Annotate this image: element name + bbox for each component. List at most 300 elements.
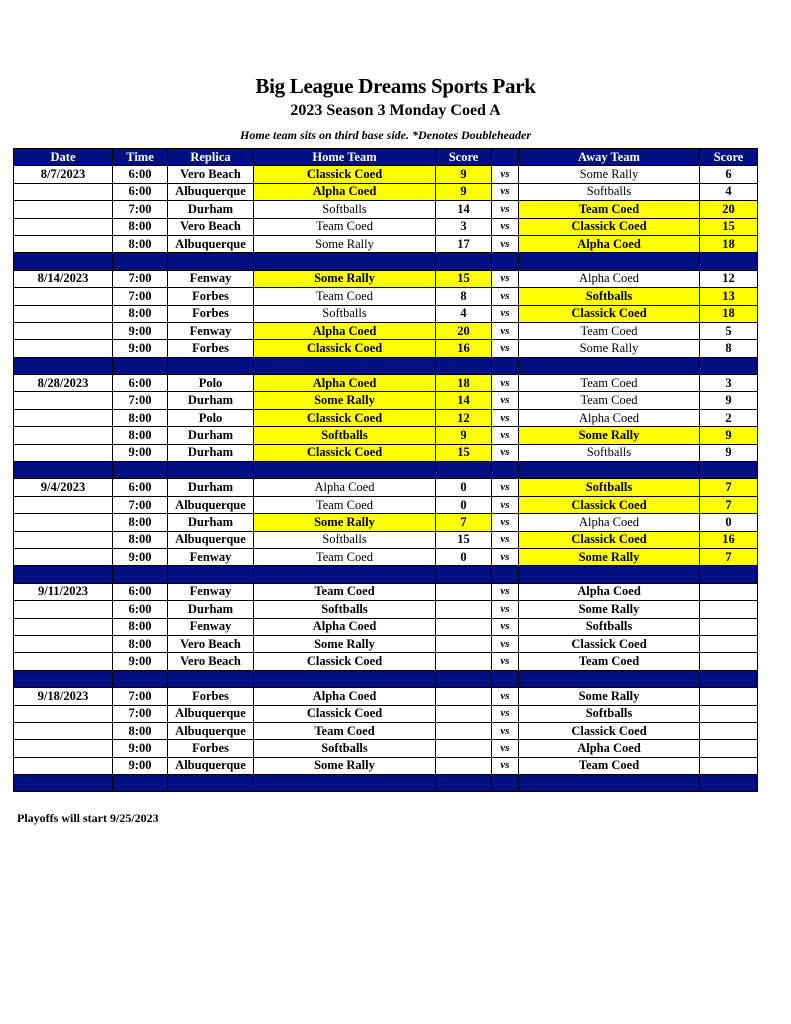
- home-score: 12: [436, 409, 492, 426]
- home-score: 17: [436, 235, 492, 252]
- away-team: Softballs: [519, 444, 700, 461]
- game-replica-field: Fenway: [168, 270, 254, 287]
- game-replica-field: Durham: [168, 444, 254, 461]
- away-team: Some Rally: [519, 340, 700, 357]
- away-team: Softballs: [519, 705, 700, 722]
- game-date: [14, 514, 113, 531]
- separator-cell: [700, 670, 758, 687]
- away-score: 0: [700, 514, 758, 531]
- game-date: [14, 322, 113, 339]
- separator-cell: [113, 357, 168, 374]
- vs-label: vs: [492, 635, 519, 652]
- home-team: Alpha Coed: [254, 618, 436, 635]
- away-team: Team Coed: [519, 322, 700, 339]
- game-time: 8:00: [113, 409, 168, 426]
- away-score: 15: [700, 218, 758, 235]
- game-date: [14, 635, 113, 652]
- game-replica-field: Forbes: [168, 688, 254, 705]
- away-score: [700, 740, 758, 757]
- week-separator-row: [14, 670, 758, 687]
- home-score: 16: [436, 340, 492, 357]
- game-date: [14, 305, 113, 322]
- game-replica-field: Albuquerque: [168, 235, 254, 252]
- away-team: Some Rally: [519, 166, 700, 183]
- vs-label: vs: [492, 166, 519, 183]
- separator-cell: [492, 670, 519, 687]
- away-score: 12: [700, 270, 758, 287]
- game-time: 9:00: [113, 757, 168, 774]
- separator-cell: [168, 462, 254, 479]
- separator-cell: [254, 670, 436, 687]
- home-score: 15: [436, 531, 492, 548]
- separator-cell: [254, 775, 436, 792]
- game-date: 8/28/2023: [14, 375, 113, 392]
- game-row: [14, 531, 758, 548]
- away-score: 7: [700, 548, 758, 565]
- away-team: Alpha Coed: [519, 409, 700, 426]
- game-date: 9/18/2023: [14, 688, 113, 705]
- game-date: [14, 618, 113, 635]
- home-score: 20: [436, 322, 492, 339]
- home-team: Some Rally: [254, 635, 436, 652]
- header-vs: [492, 149, 519, 166]
- game-time: 9:00: [113, 322, 168, 339]
- game-date: [14, 444, 113, 461]
- separator-cell: [519, 775, 700, 792]
- away-team: Alpha Coed: [519, 583, 700, 600]
- separator-cell: [14, 670, 113, 687]
- game-row: [14, 427, 758, 444]
- game-replica-field: Albuquerque: [168, 705, 254, 722]
- home-score: 4: [436, 305, 492, 322]
- game-time: 8:00: [113, 235, 168, 252]
- away-team: Softballs: [519, 618, 700, 635]
- game-date: 9/11/2023: [14, 583, 113, 600]
- game-row: [14, 288, 758, 305]
- game-row: [14, 601, 758, 618]
- away-team: Some Rally: [519, 427, 700, 444]
- away-score: [700, 653, 758, 670]
- game-replica-field: Fenway: [168, 548, 254, 565]
- game-row: [14, 688, 758, 705]
- game-time: 7:00: [113, 496, 168, 513]
- separator-cell: [113, 775, 168, 792]
- home-score: 7: [436, 514, 492, 531]
- game-row: [14, 705, 758, 722]
- away-team: Team Coed: [519, 375, 700, 392]
- game-date: [14, 218, 113, 235]
- vs-label: vs: [492, 548, 519, 565]
- game-time: 7:00: [113, 288, 168, 305]
- vs-label: vs: [492, 496, 519, 513]
- game-row: [14, 183, 758, 200]
- game-replica-field: Durham: [168, 427, 254, 444]
- game-row: [14, 740, 758, 757]
- separator-cell: [436, 670, 492, 687]
- game-time: 7:00: [113, 705, 168, 722]
- away-score: [700, 705, 758, 722]
- away-score: 8: [700, 340, 758, 357]
- home-team: Classick Coed: [254, 166, 436, 183]
- game-date: [14, 340, 113, 357]
- game-replica-field: Vero Beach: [168, 635, 254, 652]
- game-time: 6:00: [113, 479, 168, 496]
- game-time: 9:00: [113, 740, 168, 757]
- away-score: 13: [700, 288, 758, 305]
- vs-label: vs: [492, 757, 519, 774]
- separator-cell: [519, 357, 700, 374]
- separator-cell: [14, 462, 113, 479]
- game-date: [14, 757, 113, 774]
- schedule-table: [13, 148, 758, 792]
- home-score: 18: [436, 375, 492, 392]
- game-replica-field: Polo: [168, 409, 254, 426]
- separator-cell: [436, 357, 492, 374]
- game-date: [14, 705, 113, 722]
- game-date: [14, 427, 113, 444]
- game-date: [14, 235, 113, 252]
- home-team: Softballs: [254, 427, 436, 444]
- game-time: 7:00: [113, 201, 168, 218]
- game-replica-field: Fenway: [168, 583, 254, 600]
- separator-cell: [254, 566, 436, 583]
- away-score: 6: [700, 166, 758, 183]
- separator-cell: [113, 253, 168, 270]
- separator-cell: [700, 462, 758, 479]
- away-score: 9: [700, 392, 758, 409]
- home-team: Team Coed: [254, 722, 436, 739]
- away-score: 18: [700, 235, 758, 252]
- home-team: Some Rally: [254, 514, 436, 531]
- away-team: Team Coed: [519, 653, 700, 670]
- vs-label: vs: [492, 514, 519, 531]
- vs-label: vs: [492, 653, 519, 670]
- home-score: 15: [436, 270, 492, 287]
- vs-label: vs: [492, 427, 519, 444]
- away-team: Alpha Coed: [519, 270, 700, 287]
- playoffs-note: Playoffs will start 9/25/2023: [17, 811, 159, 825]
- away-score: 5: [700, 322, 758, 339]
- vs-label: vs: [492, 375, 519, 392]
- vs-label: vs: [492, 740, 519, 757]
- away-team: Softballs: [519, 183, 700, 200]
- game-replica-field: Vero Beach: [168, 166, 254, 183]
- home-score: 9: [436, 427, 492, 444]
- game-replica-field: Durham: [168, 514, 254, 531]
- header-home-score: Score: [436, 149, 492, 166]
- game-date: [14, 409, 113, 426]
- vs-label: vs: [492, 688, 519, 705]
- game-time: 6:00: [113, 166, 168, 183]
- away-team: Team Coed: [519, 757, 700, 774]
- game-time: 8:00: [113, 531, 168, 548]
- home-team: Team Coed: [254, 548, 436, 565]
- separator-cell: [492, 253, 519, 270]
- separator-cell: [519, 566, 700, 583]
- home-score: 8: [436, 288, 492, 305]
- game-row: [14, 340, 758, 357]
- home-team: Softballs: [254, 601, 436, 618]
- game-row: [14, 583, 758, 600]
- separator-cell: [113, 566, 168, 583]
- game-row: [14, 514, 758, 531]
- away-score: 16: [700, 531, 758, 548]
- game-row: [14, 305, 758, 322]
- home-team: Team Coed: [254, 583, 436, 600]
- vs-label: vs: [492, 479, 519, 496]
- game-time: 8:00: [113, 514, 168, 531]
- week-separator-row: [14, 357, 758, 374]
- separator-cell: [436, 775, 492, 792]
- away-team: Classick Coed: [519, 218, 700, 235]
- header-away-score: Score: [700, 149, 758, 166]
- home-team: Alpha Coed: [254, 183, 436, 200]
- separator-cell: [436, 462, 492, 479]
- home-score: [436, 757, 492, 774]
- game-replica-field: Forbes: [168, 305, 254, 322]
- game-replica-field: Albuquerque: [168, 531, 254, 548]
- vs-label: vs: [492, 270, 519, 287]
- header-date: Date: [14, 149, 113, 166]
- game-replica-field: Fenway: [168, 322, 254, 339]
- week-separator-row: [14, 775, 758, 792]
- game-replica-field: Durham: [168, 601, 254, 618]
- game-row: [14, 618, 758, 635]
- week-separator-row: [14, 253, 758, 270]
- home-score: [436, 705, 492, 722]
- away-team: Classick Coed: [519, 722, 700, 739]
- separator-cell: [700, 775, 758, 792]
- home-team: Some Rally: [254, 235, 436, 252]
- away-score: [700, 757, 758, 774]
- away-score: 4: [700, 183, 758, 200]
- game-date: [14, 740, 113, 757]
- separator-cell: [700, 566, 758, 583]
- game-row: [14, 375, 758, 392]
- separator-cell: [14, 566, 113, 583]
- separator-cell: [254, 462, 436, 479]
- game-replica-field: Forbes: [168, 340, 254, 357]
- game-row: [14, 444, 758, 461]
- separator-cell: [113, 670, 168, 687]
- home-score: 9: [436, 166, 492, 183]
- away-score: 20: [700, 201, 758, 218]
- home-score: 14: [436, 201, 492, 218]
- separator-cell: [492, 462, 519, 479]
- vs-label: vs: [492, 722, 519, 739]
- home-team: Classick Coed: [254, 705, 436, 722]
- game-time: 7:00: [113, 270, 168, 287]
- away-team: Alpha Coed: [519, 740, 700, 757]
- header-home-team: Home Team: [254, 149, 436, 166]
- game-replica-field: Fenway: [168, 618, 254, 635]
- game-time: 6:00: [113, 601, 168, 618]
- away-team: Some Rally: [519, 601, 700, 618]
- separator-cell: [168, 775, 254, 792]
- game-row: [14, 496, 758, 513]
- away-score: [700, 635, 758, 652]
- separator-cell: [700, 253, 758, 270]
- game-time: 8:00: [113, 618, 168, 635]
- separator-cell: [254, 253, 436, 270]
- home-score: [436, 740, 492, 757]
- away-score: 3: [700, 375, 758, 392]
- home-team: Classick Coed: [254, 409, 436, 426]
- vs-label: vs: [492, 392, 519, 409]
- home-team: Alpha Coed: [254, 322, 436, 339]
- game-date: 8/7/2023: [14, 166, 113, 183]
- home-score: 0: [436, 548, 492, 565]
- away-team: Softballs: [519, 288, 700, 305]
- game-date: [14, 601, 113, 618]
- home-score: [436, 635, 492, 652]
- away-team: Classick Coed: [519, 305, 700, 322]
- away-score: 7: [700, 479, 758, 496]
- home-team: Softballs: [254, 740, 436, 757]
- away-team: Team Coed: [519, 392, 700, 409]
- separator-cell: [113, 462, 168, 479]
- game-time: 8:00: [113, 722, 168, 739]
- game-row: [14, 166, 758, 183]
- separator-cell: [492, 775, 519, 792]
- home-team: Softballs: [254, 305, 436, 322]
- game-date: [14, 531, 113, 548]
- home-team: Classick Coed: [254, 653, 436, 670]
- away-score: 9: [700, 427, 758, 444]
- vs-label: vs: [492, 601, 519, 618]
- separator-cell: [14, 253, 113, 270]
- away-team: Some Rally: [519, 548, 700, 565]
- home-score: [436, 583, 492, 600]
- away-team: Alpha Coed: [519, 514, 700, 531]
- home-score: [436, 688, 492, 705]
- page-subtitle: 2023 Season 3 Monday Coed A: [290, 102, 501, 119]
- game-time: 9:00: [113, 340, 168, 357]
- away-team: Classick Coed: [519, 496, 700, 513]
- game-date: [14, 653, 113, 670]
- header-time: Time: [113, 149, 168, 166]
- home-team: Softballs: [254, 201, 436, 218]
- separator-cell: [168, 253, 254, 270]
- game-date: [14, 392, 113, 409]
- separator-cell: [168, 357, 254, 374]
- home-team: Team Coed: [254, 288, 436, 305]
- vs-label: vs: [492, 531, 519, 548]
- away-score: 7: [700, 496, 758, 513]
- home-team: Alpha Coed: [254, 375, 436, 392]
- week-separator-row: [14, 566, 758, 583]
- game-replica-field: Albuquerque: [168, 757, 254, 774]
- separator-cell: [519, 670, 700, 687]
- game-time: 8:00: [113, 218, 168, 235]
- separator-cell: [519, 253, 700, 270]
- vs-label: vs: [492, 288, 519, 305]
- game-row: [14, 322, 758, 339]
- home-team: Some Rally: [254, 392, 436, 409]
- separator-cell: [492, 566, 519, 583]
- home-team: Classick Coed: [254, 444, 436, 461]
- vs-label: vs: [492, 583, 519, 600]
- home-score: 15: [436, 444, 492, 461]
- game-replica-field: Forbes: [168, 740, 254, 757]
- header-away-team: Away Team: [519, 149, 700, 166]
- separator-cell: [14, 775, 113, 792]
- game-date: 8/14/2023: [14, 270, 113, 287]
- separator-cell: [700, 357, 758, 374]
- separator-cell: [519, 462, 700, 479]
- vs-label: vs: [492, 305, 519, 322]
- vs-label: vs: [492, 322, 519, 339]
- home-team: Classick Coed: [254, 340, 436, 357]
- vs-label: vs: [492, 409, 519, 426]
- vs-label: vs: [492, 618, 519, 635]
- game-replica-field: Durham: [168, 201, 254, 218]
- game-replica-field: Polo: [168, 375, 254, 392]
- schedule-note: Home team sits on third base side. *Denotes Doubleheader: [240, 128, 531, 142]
- home-score: [436, 601, 492, 618]
- vs-label: vs: [492, 705, 519, 722]
- game-replica-field: Albuquerque: [168, 722, 254, 739]
- home-score: 9: [436, 183, 492, 200]
- game-replica-field: Durham: [168, 479, 254, 496]
- game-row: [14, 270, 758, 287]
- away-team: Classick Coed: [519, 531, 700, 548]
- game-row: [14, 235, 758, 252]
- game-replica-field: Albuquerque: [168, 183, 254, 200]
- away-score: [700, 583, 758, 600]
- game-replica-field: Albuquerque: [168, 496, 254, 513]
- game-date: [14, 496, 113, 513]
- home-team: Team Coed: [254, 496, 436, 513]
- home-team: Some Rally: [254, 270, 436, 287]
- game-date: 9/4/2023: [14, 479, 113, 496]
- game-time: 8:00: [113, 635, 168, 652]
- away-score: [700, 618, 758, 635]
- vs-label: vs: [492, 201, 519, 218]
- vs-label: vs: [492, 444, 519, 461]
- separator-cell: [254, 357, 436, 374]
- separator-cell: [436, 253, 492, 270]
- home-score: 0: [436, 496, 492, 513]
- away-score: 2: [700, 409, 758, 426]
- game-time: 6:00: [113, 375, 168, 392]
- home-score: 3: [436, 218, 492, 235]
- home-team: Some Rally: [254, 757, 436, 774]
- game-row: [14, 653, 758, 670]
- game-row: [14, 722, 758, 739]
- game-row: [14, 635, 758, 652]
- home-team: Alpha Coed: [254, 688, 436, 705]
- away-score: [700, 722, 758, 739]
- home-score: [436, 653, 492, 670]
- game-date: [14, 183, 113, 200]
- home-score: [436, 722, 492, 739]
- game-row: [14, 392, 758, 409]
- game-date: [14, 722, 113, 739]
- game-replica-field: Vero Beach: [168, 218, 254, 235]
- game-date: [14, 201, 113, 218]
- away-score: [700, 601, 758, 618]
- vs-label: vs: [492, 340, 519, 357]
- home-team: Team Coed: [254, 218, 436, 235]
- separator-cell: [492, 357, 519, 374]
- home-score: 0: [436, 479, 492, 496]
- away-score: 18: [700, 305, 758, 322]
- game-row: [14, 218, 758, 235]
- game-time: 7:00: [113, 688, 168, 705]
- game-row: [14, 757, 758, 774]
- away-team: Classick Coed: [519, 635, 700, 652]
